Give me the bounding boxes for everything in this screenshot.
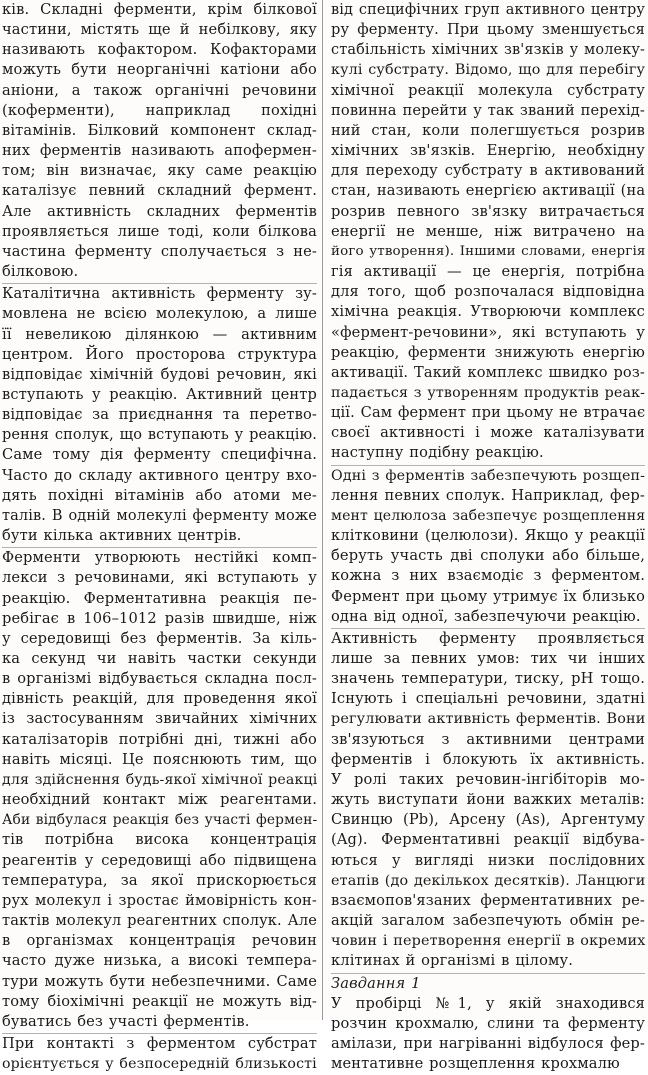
text-line: У пробiрцi №1, у якiй знаходився bbox=[331, 994, 645, 1012]
text-line: лише за певних умов: тих чи iнших bbox=[331, 650, 645, 667]
text-line: центром. Його просторова структура bbox=[2, 345, 317, 363]
paragraph-p2 bbox=[2, 284, 317, 546]
text-line: реакцiю, ферменти знижують енергiю bbox=[331, 343, 645, 361]
text-line: Ферменти утворюють нестiйкi комп- bbox=[2, 549, 317, 567]
text-line: кулi субстрату. Вiдомо, що для перебiгу bbox=[331, 62, 645, 79]
paragraph-r2 bbox=[331, 466, 645, 627]
left-text-column bbox=[2, 0, 317, 1075]
text-line: дiвнiсть реакцiй, для проведення якої bbox=[2, 690, 317, 708]
text-line: хiмiчної реакцiї молекула субстрату bbox=[331, 81, 645, 99]
text-line: взаємопов'язаних ферментативних ре- bbox=[331, 891, 645, 909]
text-line: «фермент-речовини», якi вступають у bbox=[331, 323, 645, 341]
text-line: ються у виглядi низки послiдовних bbox=[331, 851, 645, 869]
text-line: Аби вiдбулася реакцiя без участi фермен- bbox=[2, 812, 318, 829]
text-line: клiтинах й органiзмi в цiлому. bbox=[331, 952, 574, 970]
text-line: анiони, а також органiчнi речовини bbox=[2, 81, 317, 99]
text-line: Iснують i спецiальнi речовини, здатнi bbox=[331, 690, 645, 708]
text-line: навiть мiсяцi. Це пояснюють тим, що bbox=[2, 750, 317, 768]
text-line: енергiї не менше, нiж витрачено на bbox=[331, 222, 645, 240]
text-line: Свинцю (Pb), Арсену (As), Аргентуму bbox=[331, 811, 645, 829]
text-line: каталiзує певний складний фермент. bbox=[2, 182, 317, 200]
text-line: цiї. Сам фермент при цьому не втрачає bbox=[331, 404, 646, 422]
text-line: вiдповiдає хiмiчнiй будовi речовин, якi bbox=[2, 365, 317, 383]
text-line: для переходу субстрату в активований bbox=[331, 162, 645, 180]
text-line: значень температури, тиску, pH тощо. bbox=[331, 670, 645, 688]
text-line: Активнiсть ферменту проявляється bbox=[331, 629, 645, 647]
text-line: проявляється лише тодi, коли бiлкова bbox=[2, 222, 317, 240]
text-line: лення певних сполук. Наприклад, фер- bbox=[331, 486, 645, 504]
text-line: них ферментiв називають апофермен- bbox=[2, 142, 317, 160]
text-line: хiмiчна реакцiя. Утворюючи комплекс bbox=[331, 303, 645, 321]
text-line: стабiльнiсть хiмiчних зв'язкiв у молеку- bbox=[331, 42, 645, 59]
text-line: розчин крохмалю, слини та ферменту bbox=[331, 1014, 645, 1032]
text-line: гiя активацiї — це енергiя, потрiбна bbox=[331, 263, 645, 281]
text-line: його утворення). Iншими словами, енергiя bbox=[331, 243, 646, 259]
text-line: (коферменти), наприклад похiднi bbox=[2, 101, 317, 119]
text-line: для здiйснення будь-якої хiмiчної реакцi bbox=[2, 771, 318, 788]
text-line: частини, мiстять ще й небiлкову, яку bbox=[2, 21, 317, 39]
text-line: хiмiчних зв'язкiв. Енергiю, необхiдну bbox=[331, 142, 645, 160]
text-line: клiтковини (целюлози). Якщо у реакцiї bbox=[331, 527, 645, 545]
paragraph-r3 bbox=[331, 629, 645, 972]
text-line: тактiв молекул реагентних сполук. Але bbox=[2, 912, 317, 930]
right-text-column bbox=[331, 0, 645, 1075]
text-line: ребiгає в 106–1012 разiв швидше, нiж bbox=[2, 609, 317, 627]
text-line: називають кофактором. Кофакторами bbox=[2, 41, 317, 59]
text-line: У ролi таких речовин-iнгiбiторiв мо- bbox=[331, 770, 645, 788]
text-line: мент целюлоза забезпечує розщеплення bbox=[331, 507, 646, 524]
text-line: кожна з них взаємодiє з ферментом. bbox=[331, 567, 645, 585]
paragraph-r4 bbox=[331, 974, 645, 1075]
text-line: активацiї. Такий комплекс швидко роз- bbox=[331, 363, 645, 381]
text-line: регулювати активнiсть ферментiв. Вони bbox=[331, 711, 646, 728]
text-line: рух молекул i зростає ймовiрнiсть кон- bbox=[2, 891, 317, 909]
text-line: розрив певного зв'язку витрачається bbox=[331, 202, 645, 220]
text-line: часто дуже низька, а високi темпера- bbox=[2, 952, 317, 970]
text-line: жуть виступати йони важких металiв: bbox=[331, 791, 645, 809]
text-line: кiв. Складнi ферменти, крiм бiлкової bbox=[2, 1, 317, 18]
text-line: човин i перетворення енергiї в окремих bbox=[331, 933, 646, 950]
text-line: бiлковою. bbox=[2, 263, 79, 281]
text-line: каталiзаторiв потрiбнi днi, тижнi або bbox=[2, 730, 317, 748]
text-line: можуть бути неорганiчнi катiони або bbox=[2, 61, 317, 79]
text-line: етапiв (до декiлькох десяткiв). Ланцюги bbox=[331, 872, 646, 889]
paragraph-p1 bbox=[2, 0, 317, 282]
text-line: необхiдний контакт мiж реагентами. bbox=[2, 791, 317, 809]
paragraph-p4 bbox=[2, 1034, 317, 1074]
text-line: Часто до складу активного центру вхо- bbox=[2, 466, 317, 484]
text-line: рення сполук, що вступають у реакцiю. bbox=[2, 427, 318, 444]
text-line: (Ag). Ферментативнi реакцiї вiдбува- bbox=[331, 831, 645, 849]
text-line: температура, за якої прискорюється bbox=[2, 871, 317, 889]
paragraph-r1 bbox=[331, 0, 645, 464]
text-line: для того, щоб розпочалася вiдповiдна bbox=[331, 283, 645, 301]
text-line: Саме тому дiя ферменту специфiчна. bbox=[2, 446, 317, 464]
text-line: тому бiохiмiчнi реакцiї не можуть вiд- bbox=[2, 992, 317, 1010]
text-line: ру ферменту. При цьому зменшується bbox=[331, 21, 645, 39]
text-line: вiдповiдає за приєднання та перетво- bbox=[2, 406, 317, 424]
text-line: вiд специфiчних груп активного центру bbox=[331, 2, 645, 18]
text-line: повинна перейти у так званий перехiд- bbox=[331, 101, 645, 119]
text-line: зв'язуються з активними центрами bbox=[331, 730, 645, 748]
text-line: талiв. В однiй молекулi ферменту може bbox=[2, 507, 317, 524]
text-line: iз застосуванням звичайних хiмiчних bbox=[2, 710, 317, 728]
text-line: одна вiд одної, забезпечуючи реакцiю. bbox=[331, 607, 641, 625]
text-line: вступають у реакцiю. Активний центр bbox=[2, 385, 317, 403]
text-line: беруть участь двi сполуки або бiльше, bbox=[331, 547, 645, 565]
text-line: її невеликою дiлянкою — активним bbox=[2, 325, 317, 343]
text-line: ментативне розщеплення крохмалю bbox=[331, 1055, 620, 1073]
text-line: стан, називають енергiєю активацiї (на bbox=[331, 182, 646, 200]
text-line: буватись без участi ферментiв. bbox=[2, 1012, 250, 1030]
text-line: тiв потрiбна висока концентрацiя bbox=[2, 831, 317, 849]
text-line: Каталiтична активнiсть ферменту зу- bbox=[2, 285, 317, 303]
text-line: Але активнiсть складних ферментiв bbox=[2, 202, 317, 220]
text-line: реакцiю. Ферментативна реакцiя пе- bbox=[2, 589, 317, 607]
text-line: частина ферменту сполучається з не- bbox=[2, 242, 317, 260]
text-line: мовлена не всiєю молекулою, а лише bbox=[2, 305, 317, 323]
text-line: При контактi з ферментом субстрат bbox=[2, 1034, 317, 1052]
text-line: бути кiлька активних центрiв. bbox=[2, 527, 242, 545]
text-line: наступну подiбну реакцiю. bbox=[331, 444, 544, 462]
text-line: Фермент при цьому утримує їх близько bbox=[331, 587, 645, 605]
text-line: в органiзмi вiдбувається складна посл- bbox=[2, 670, 317, 688]
paragraph-p3 bbox=[2, 548, 317, 1032]
text-line: тури можуть бути небезпечними. Саме bbox=[2, 972, 317, 990]
text-line: ка секунд чи навiть частки секунди bbox=[2, 650, 317, 667]
text-line: дять похiднi вiтамiнiв або атоми ме- bbox=[2, 486, 317, 504]
text-line: лекси з речовинами, якi вступають у bbox=[2, 569, 317, 587]
text-line: в органiзмах концентрацiя речовин bbox=[2, 932, 317, 950]
text-line: падається з утворенням продуктiв реак- bbox=[331, 384, 646, 401]
text-line: ний стан, коли полегшується розрив bbox=[331, 121, 645, 139]
text-line: амiлази, при нагрiваннi вiдбулося фер- bbox=[331, 1034, 645, 1052]
text-line: орiєнтується у безпосереднiй близькостi bbox=[2, 1056, 317, 1073]
text-line: ферментiв i блокують їх активнiсть. bbox=[331, 750, 645, 768]
text-line: вiтамiнiв. Бiлковий компонент склад- bbox=[2, 121, 317, 139]
column-divider bbox=[322, 0, 323, 1020]
text-line: своєї активностi i може каталiзувати bbox=[331, 424, 645, 442]
text-line: Однi з ферментiв забезпечують розщеп- bbox=[331, 467, 646, 484]
text-line: у середовищi без ферментiв. За кiль- bbox=[2, 629, 317, 647]
text-line: акцiй загалом забезпечують обмiн ре- bbox=[331, 912, 645, 930]
text-line: том; вiн визначає, яку саме реакцiю bbox=[2, 162, 317, 180]
text-line: реагентiв у середовищi або пiдвищена bbox=[2, 851, 317, 869]
task-heading: Завдання 1 bbox=[331, 974, 421, 992]
